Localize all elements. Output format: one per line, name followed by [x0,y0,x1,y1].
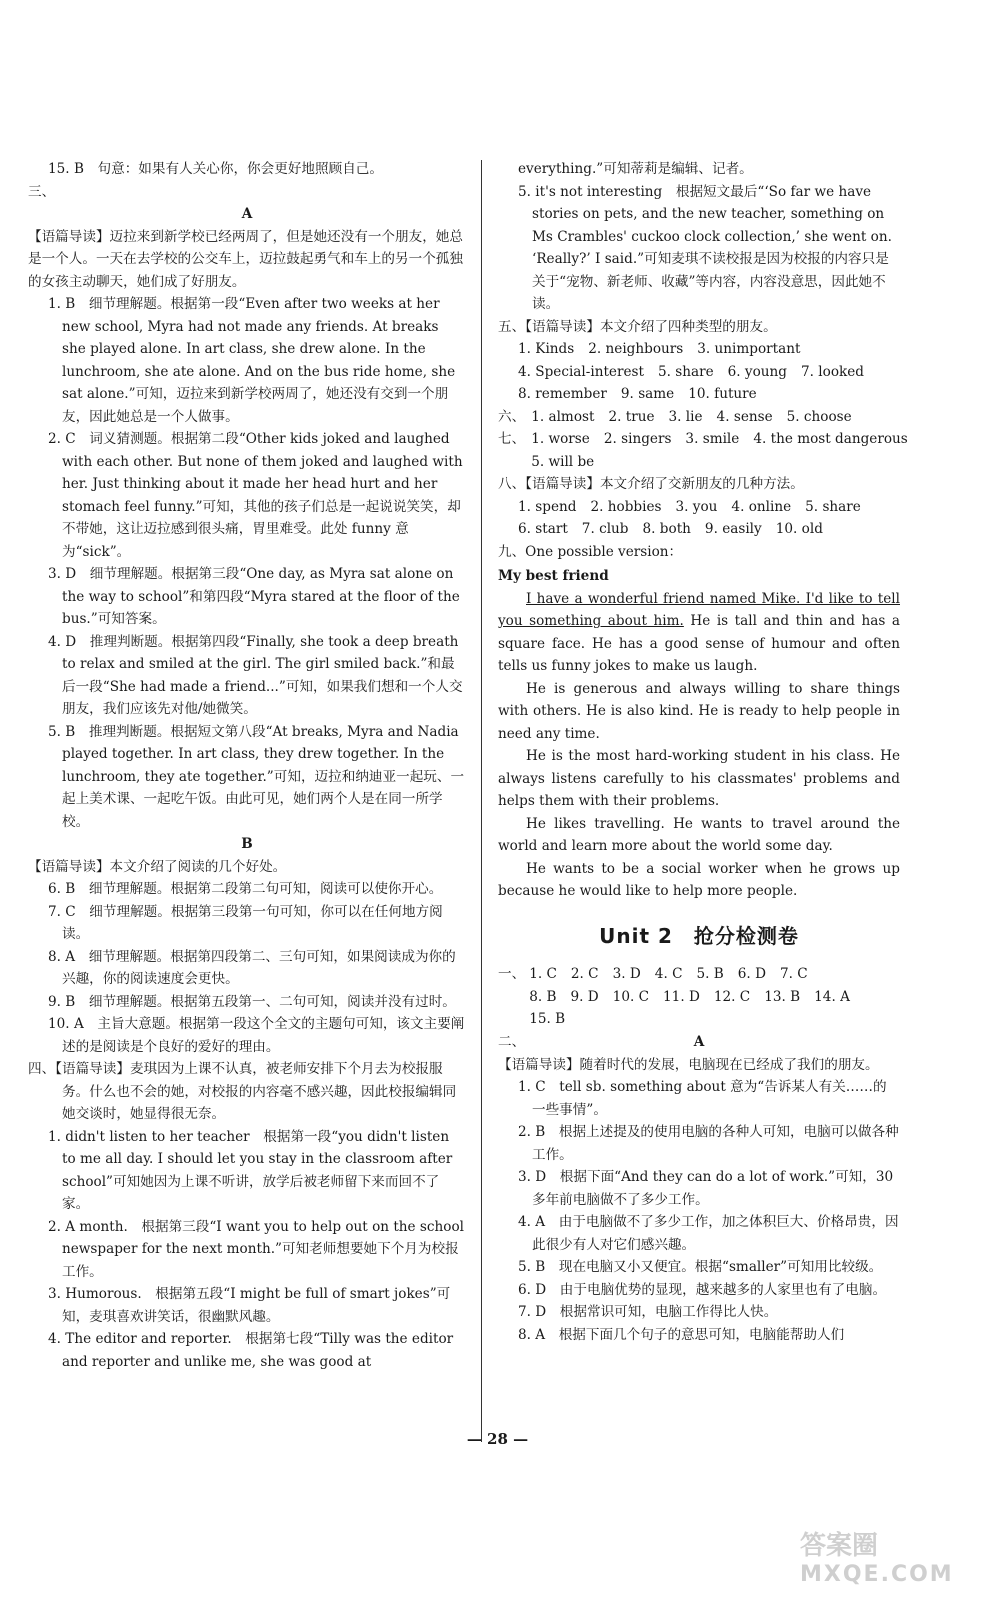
answer-cell: 13. B [764,988,801,1005]
section-heading: 五、【语篇导读】本文介绍了四种类型的朋友。 [498,318,777,335]
answer-cell: 7. C [779,966,808,982]
answer-cell: 8. remember [518,386,607,402]
answer-item: 8. A 根据下面几个句子的意思可知，电脑能帮助人们 [518,1326,845,1343]
answer-cell: 8. both [642,521,691,537]
answer-cell: 3. unimportant [697,341,801,357]
section-five-answers [498,338,900,406]
answer-cell: 6. young [727,363,787,380]
answer-item: 1. C tell sb. something about 意为“告诉某人有关……的一些事情”。 [518,1079,887,1118]
answer-cell: 2. C [570,966,599,982]
answer-cell: 10. old [775,521,823,537]
essay-paragraph: He is generous and always willing to share things with others. He is also kind. He is ready to help people in need any time. [498,680,900,742]
answer-cell: 14. A [814,988,850,1005]
answer-item: 2. B 根据上述提及的使用电脑的各种人可知，电脑可以做各种工作。 [518,1124,899,1163]
passage-guide: 【语篇导读】本文介绍了阅读的几个好处。 [28,858,287,875]
section-seven-label: 七、 [498,431,526,447]
unit-section-two-part: A [693,1034,705,1050]
answer-item: 6. D 由于电脑优势的显现，越来越多的人家里也有了电脑。 [518,1281,887,1298]
answer-item: 9. B 细节理解题。根据第五段第一、二句可知，阅读并没有过时。 [48,993,456,1010]
answer-cell: 3. lie [668,408,703,425]
answer-cell: 2. true [608,408,655,425]
section-seven [498,428,908,473]
section-nine-label: 九、One possible version： [498,543,683,560]
answer-cell: 2. singers [603,431,672,447]
answer-row [518,338,900,361]
answer-item: 4. The editor and reporter. 根据第七段“Tilly was the editor and reporter and unlike me, she was good at [48,1331,454,1370]
answer-cell: 1. spend [518,498,577,515]
watermark-line1: 答案圈 [800,1531,879,1561]
answer-cell: 3. D [612,966,641,982]
answer-item: 4. A 由于电脑做不了多少工作，加之体积巨大、价格昂贵，因此很少有人对它们感兴趣。 [518,1214,899,1253]
answer-cell: 5. will be [531,453,595,470]
right-column [498,158,908,1346]
answer-cell: 9. D [570,988,599,1005]
passage-label: A [241,206,253,222]
answer-cell: 10. C [612,988,650,1005]
essay-underlined-sentence: I have a wonderful friend named Mike. I'd like to tell you something about him. [498,590,900,629]
answer-item: 3. D 根据下面“And they can do a lot of work.”可知，30 多年前电脑做不了多少工作。 [518,1169,894,1208]
answer-item: 4. D 推理判断题。根据第四段“Finally, she took a deep breath to relax and smiled at the girl. The girl smiled back.”和最后一段“She had made a friend...”可知，如果我们想和一个人交朋友，我们应该先对他/她微笑。 [48,633,463,717]
answer-cell: 2. hobbies [590,498,662,515]
unit-title: Unit 2 抢分检测卷 [599,923,799,948]
section-heading: 三、 [28,183,56,200]
answer-cell: 6. D [737,966,766,982]
section-six [498,406,900,429]
watermark-line2: MXQE.COM [800,1562,954,1587]
answer-cell: 4. the most dangerous [753,431,908,447]
answer-cell: 2. neighbours [588,341,684,357]
answer-cell: 12. C [713,988,751,1005]
answer-cell: 1. almost [531,408,595,425]
answer-item: 8. A 细节理解题。根据第四段第二、三句可知，如果阅读成为你的兴趣，你的阅读速度会更快。 [48,948,456,987]
section-eight-answers [498,496,900,541]
passage-guide: 【语篇导读】随着时代的发展，电脑现在已经成了我们的朋友。 [498,1056,879,1073]
watermark-logo [800,1525,970,1585]
answer-item: 1. B 细节理解题。根据第一段“Even after two weeks at her new school, Myra had not made any friends. At breaks she played alone. In art class, she drew alone. In the lunchroom, she ate alone. And on the bus ride home, she sat alone.”可知，迈拉来到新学校两周了，她还没有交到一个朋友，因此她总是一个人做事。 [48,296,456,425]
answer-item: 2. C 词义猜测题。根据第二段“Other kids joked and laughed with each other. But none of them joked and laughed with her. Just thinking about it made her head hurt and her stomach feel funny.”可知，其他的孩子们总是一起说说笑笑，却不带她，这让迈拉感到很头痛，胃里难受。此处 funny 意为“sick”。 [48,431,463,560]
answer-cell: 4. C [654,966,683,982]
answer-item: 5. B 推理判断题。根据短文第八段“At breaks, Myra and Nadia played together. In art class, they drew together. In the lunchroom, they ate together.”可知，迈拉和纳迪亚一起玩、一起上美术课、一起吃午饭。由此可见，她们两个人是在同一所学校。 [48,723,465,830]
right-column-top [498,158,900,338]
answer-row [518,518,900,541]
page-number: — 28 — [466,1430,529,1448]
answer-cell: 5. choose [786,408,852,425]
answer-cell: 10. future [688,386,757,402]
section-six-label: 六、 [498,408,526,425]
answer-cell: 3. smile [685,431,740,447]
unit-section-one [498,963,900,1031]
essay-title: My best friend [498,568,609,584]
answer-cell: 11. D [663,988,700,1005]
answer-item: 1. didn't listen to her teacher 根据第一段“you didn't listen to me all day. I should let you stay in the classroom after school”可知她因为上课不听讲，放学后被老师留下来而回不了家。 [48,1128,453,1212]
answer-cell: 3. you [675,498,718,515]
essay-paragraph [498,588,900,678]
answer-item: 7. C 细节理解题。根据第三段第一句可知，你可以在任何地方阅读。 [48,903,443,942]
answer-row [518,383,900,406]
answer-item: 5. it's not interesting 根据短文最后“‘So far we have stories on pets, and the new teacher, something on Ms Crambles' cuckoo clock collection,’ she went on. ‘Really?’ I said.”可知麦琪不读校报是因为校报的内容只是关于“宠物、新老师、收藏”等内容，内容没意思，因此她不读。 [518,183,892,312]
answer-cell: 6. start [518,521,568,537]
answer-item: 3. Humorous. 根据第五段“I might be full of smart jokes”可知，麦琪喜欢讲笑话，很幽默风趣。 [48,1286,451,1325]
answer-row [518,361,900,384]
answer-cell: 1. C [529,966,557,982]
essay-text: He is tall and thin and has a square face. He has a good sense of humour and often tells us funny jokes to make us laugh. [498,613,900,674]
answer-row [531,451,922,474]
answer-cell: 4. online [731,498,792,515]
answer-cell: 9. same [620,386,675,402]
answer-cell: 7. club [581,521,629,537]
answer-item: 6. B 细节理解题。根据第二段第二句可知，阅读可以使你开心。 [48,881,443,897]
answer-cell: 5. B [696,966,724,982]
answer-item: 5. B 现在电脑又小又便宜。根据“smaller”可知用比较级。 [518,1259,883,1275]
answer-row [531,428,922,451]
answer-cell: 8. B [529,988,557,1005]
passage-guide: 【语篇导读】迈拉来到新学校已经两周了，但是她还没有一个朋友，她总是一个人。一天在去学校的公交车上，迈拉鼓起勇气和车上的另一个孤独的女孩主动聊天，她们成了好朋友。 [28,228,463,290]
answer-cell: 1. worse [531,431,590,447]
answer-cell: 4. sense [716,408,773,425]
answer-item: 10. A 主旨大意题。根据第一段这个全文的主题句可知，该文主要阐述的是阅读是个良好的爱好的理由。 [48,1016,465,1055]
answer-item: 2. A month. 根据第三段“I want you to help out on the school newspaper for the next month.”可知老师想要她下个月为校报工作。 [48,1218,464,1280]
answer-cell: 7. looked [801,363,864,380]
essay-paragraph: He wants to be a social worker when he grows up because he would like to help more people. [498,860,900,899]
answer-cell: 5. share [657,363,714,380]
answer-continuation: everything.”可知蒂莉是编辑、记者。 [518,161,753,177]
unit-section-two-items [498,1054,900,1347]
answer-cell: 15. B [529,1011,566,1027]
answer-row [529,963,864,986]
unit-section-one-label: 一、 [498,966,526,982]
answer-row [518,496,900,519]
passage-label: B [241,836,253,852]
answer-row [531,406,866,429]
column-divider [481,160,482,1442]
answer-cell: 5. share [805,498,861,515]
section-heading: 四、【语篇导读】麦琪因为上课不认真，被老师安排下个月去为校报服务。什么也不会的她，对校报的内容毫不感兴趣，因此校报编辑同她交谈时，她显得很无奈。 [28,1061,457,1122]
left-column [28,158,466,1373]
section-eight-intro: 八、【语篇导读】本文介绍了交新朋友的几种方法。 [498,476,804,492]
answer-item: 7. D 根据常识可知，电脑工作得比人快。 [518,1304,778,1320]
essay-paragraph: He is the most hard-working student in his class. He always listens carefully to his classmates' problems and helps them with their problems. [498,748,900,809]
unit-section-two-label: 二、 [498,1033,526,1050]
answer-row [529,986,864,1009]
answer-cell: 4. Special-interest [518,363,644,380]
answer-item: 15. B 句意：如果有人关心你，你会更好地照顾自己。 [48,161,383,177]
answer-cell: 9. easily [704,521,762,537]
answer-cell: 1. Kinds [518,341,575,357]
answer-item: 3. D 细节理解题。根据第三段“One day, as Myra sat alone on the way to school”和第四段“Myra stared at the floor of the bus.”可知答案。 [48,566,460,627]
answer-row [529,1008,864,1031]
essay-paragraph: He likes travelling. He wants to travel around the world and learn more about the world some day. [498,815,900,854]
model-essay [498,565,900,903]
